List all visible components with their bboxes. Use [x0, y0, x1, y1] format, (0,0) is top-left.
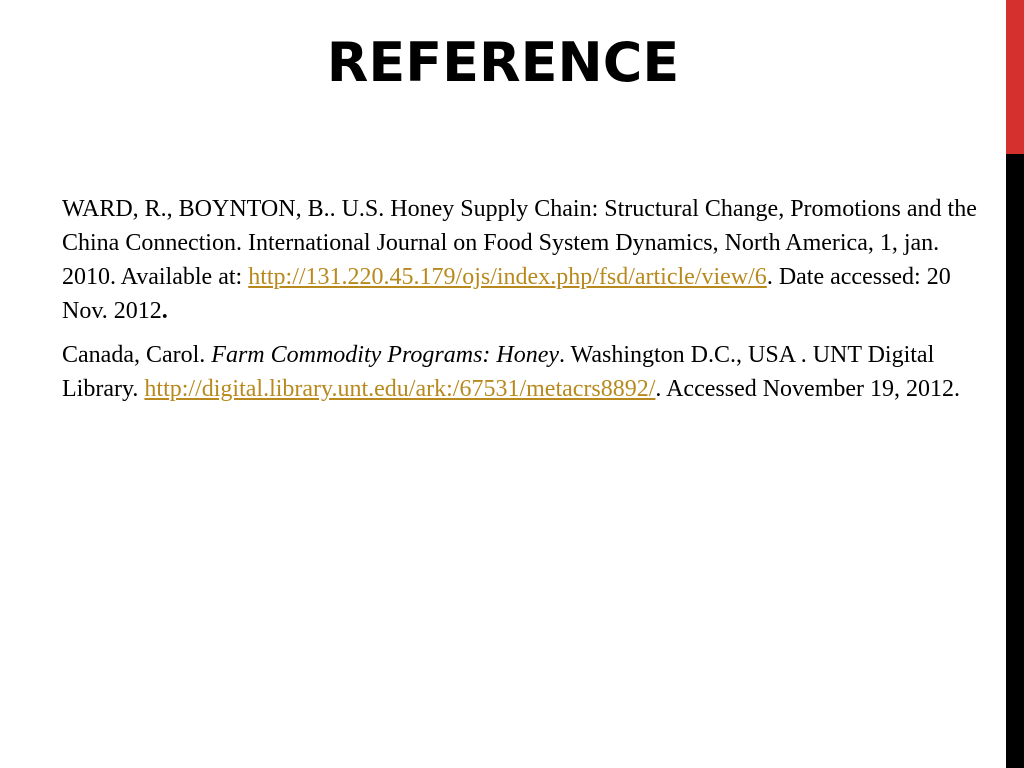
reference-link[interactable]: http://digital.library.unt.edu/ark:/67531/metacrs8892/ [144, 376, 656, 402]
reference-title-italic: Farm Commodity Programs: Honey [211, 342, 560, 368]
reference-link[interactable]: http://131.220.45.179/ojs/index.php/fsd/article/view/6 [248, 264, 767, 290]
reference-period: . [161, 298, 168, 324]
reference-text: Canada, Carol. [62, 342, 212, 368]
slide-title: REFERENCE [326, 31, 680, 94]
reference-text: WARD, R., BOYNTON, B.. U.S. Honey Supply Chain: Structural Change, Promotions and the China Connection. International Journal on Food System Dynamics, North America, 1, jan. 2010. Available at: [62, 196, 977, 290]
side-accent-bar [1006, 0, 1024, 768]
reference-text: . Accessed November 19, 2012. [655, 376, 961, 402]
reference-item-canada [62, 338, 977, 406]
reference-text: . Washington D.C., USA . UNT Digital Library. [62, 342, 935, 402]
side-accent-bar-black [1006, 154, 1024, 768]
side-accent-bar-red [1006, 0, 1024, 154]
reference-text: . Date accessed: 20 Nov. 2012 [62, 264, 951, 324]
reference-list [62, 192, 977, 416]
reference-item-ward [62, 192, 977, 328]
